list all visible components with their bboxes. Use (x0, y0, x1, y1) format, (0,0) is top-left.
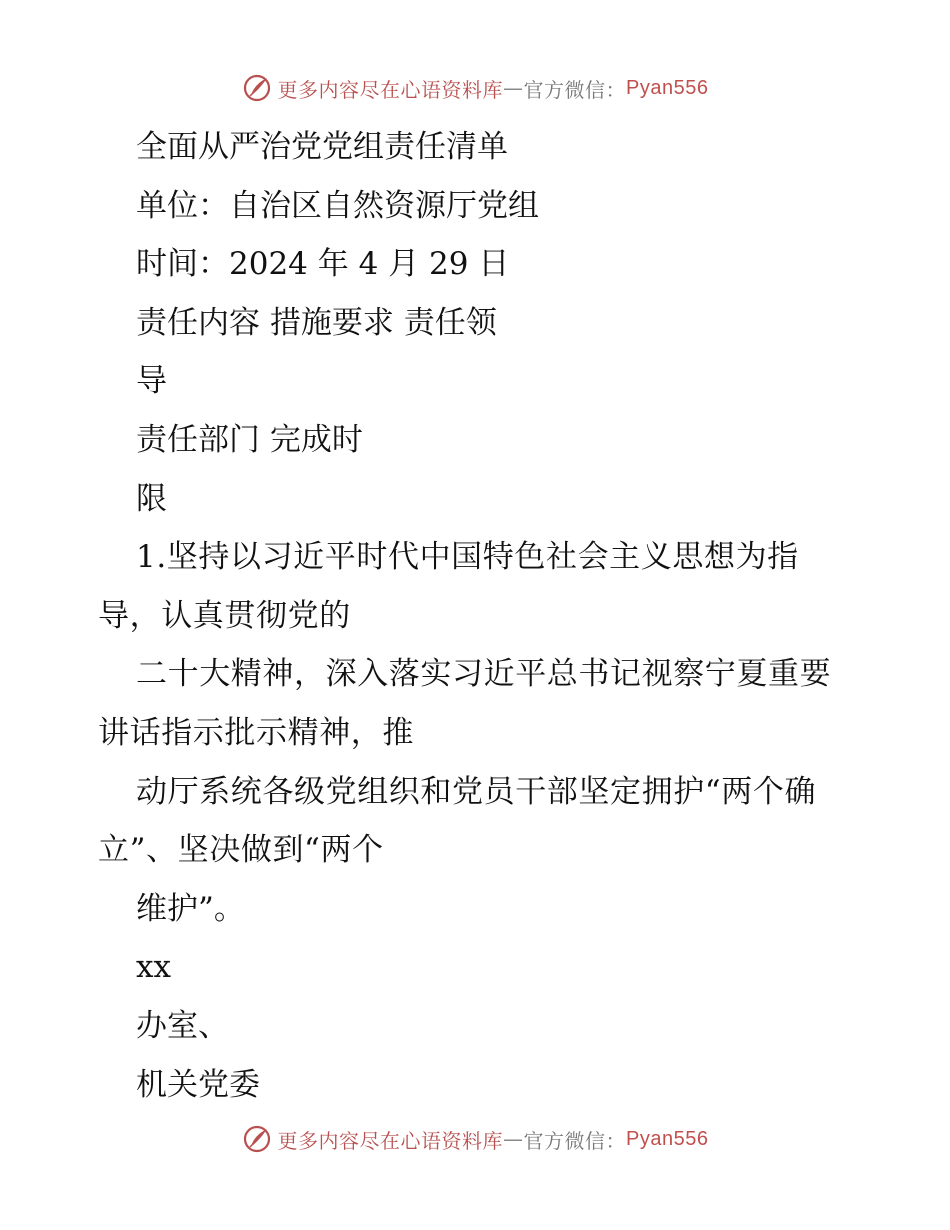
table-header-line-1: 责任内容 措施要求 责任领 (136, 304, 497, 341)
document-date: 时间：2024 年 4 月 29 日 (136, 246, 510, 283)
responsible-leader: xx (136, 949, 171, 986)
paragraph-1: 1.坚持以习近平时代中国特色社会主义思想为指导，认真贯彻党的 (98, 539, 799, 634)
watermark-dash: — (503, 1127, 524, 1151)
watermark-main-text: 更多内容尽在心语资料库 (277, 77, 504, 102)
document-body (98, 118, 858, 1114)
feather-pen-circle-icon (242, 73, 272, 103)
feather-pen-circle-icon (242, 1124, 272, 1154)
watermark-wechat-label: 官方微信： (523, 1128, 627, 1153)
table-header-line-3: 责任部门 完成时 (136, 421, 363, 458)
document-title: 全面从严治党党组责任清单 (136, 129, 508, 165)
table-header-line-2: 导 (136, 363, 167, 400)
responsible-dept-1: 办室、 (136, 1007, 229, 1044)
watermark-dash: — (503, 76, 524, 100)
paragraph-2: 二十大精神，深入落实习近平总书记视察宁夏重要讲话指示批示精神，推 (98, 656, 832, 751)
watermark-account: Pyan556 (626, 1127, 709, 1150)
watermark-banner-bottom (0, 1124, 950, 1154)
responsible-dept-2: 机关党委 (136, 1066, 260, 1103)
watermark-banner-top (0, 73, 950, 103)
watermark-wechat-label: 官方微信： (523, 77, 627, 102)
paragraph-3: 动厅系统各级党组织和党员干部坚定拥护“两个确立”、坚决做到“两个 (98, 773, 817, 869)
paragraph-4: 维护”。 (136, 890, 245, 927)
table-header-line-4: 限 (136, 480, 167, 517)
document-unit: 单位：自治区自然资源厅党组 (136, 187, 539, 224)
watermark-main-text: 更多内容尽在心语资料库 (277, 1128, 504, 1153)
watermark-account: Pyan556 (626, 76, 709, 99)
